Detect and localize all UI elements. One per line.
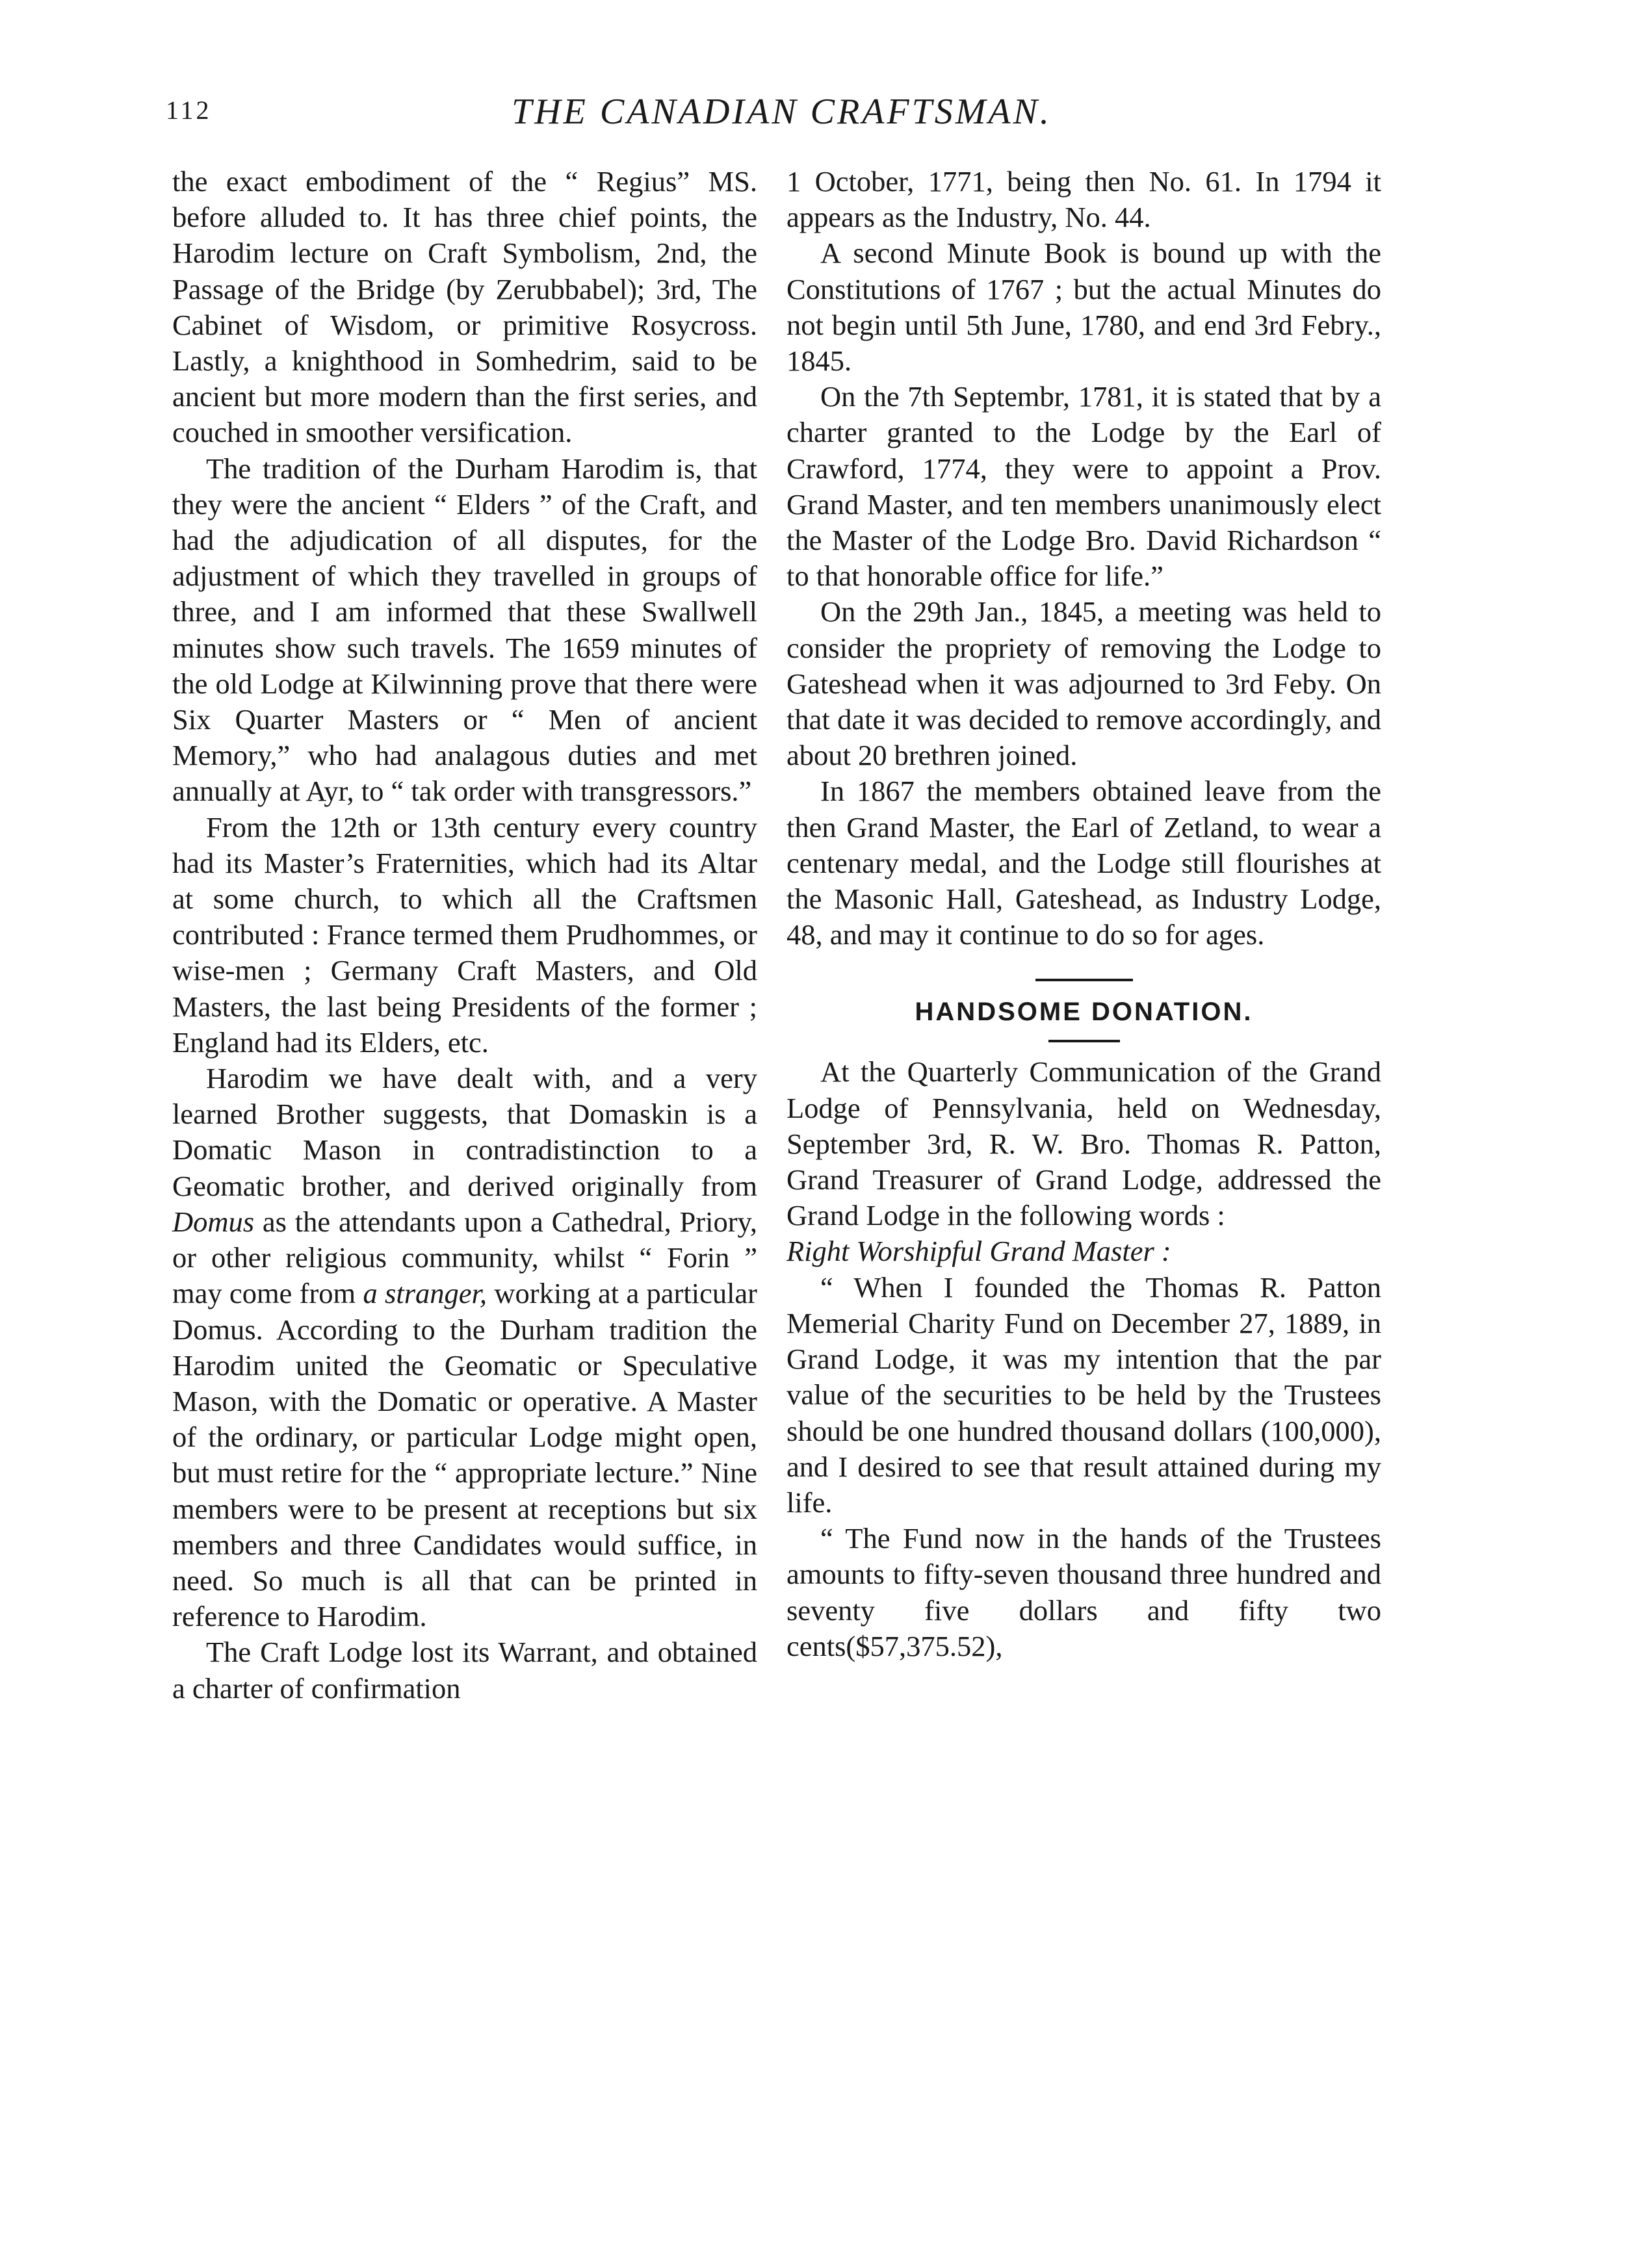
text-run: Harodim we have dealt with, and a very learned Brother suggests, that Domaskin is a Domatic Mason in contradistinction to a Geomatic brother, and derived originally from [172, 1062, 757, 1202]
text-run: working at a particular Domus. According to the Durham tradition the Harodim united the Geomatic or Speculative Mason, with the Domatic or operative. A Master of the ordinary, or particular Lodge might open, but must retire for the “ appropriate lecture.” Nine members were to be present at receptions but six members and three Candidates would suffice, in need. So much is all that can be printed in reference to Harodim. [172, 1277, 758, 1633]
page-header [166, 91, 1398, 143]
section-divider [1035, 979, 1133, 981]
paragraph-harodim [172, 1061, 757, 1634]
paragraph: In 1867 the members obtained leave from the then Grand Master, the Earl of Zetland, to wear a centenary medal, and the Lodge still flourishes at the Masonic Hall, Gateshead, as Industry Lodge, 48, and may it continue to do so for ages. [786, 775, 1381, 951]
paragraph: 1 October, 1771, being then No. 61. In 1794 it appears as the Industry, No. 44. [786, 165, 1381, 234]
left-column [172, 164, 757, 1707]
salutation: Right Worshipful Grand Master : [786, 1235, 1171, 1268]
running-title: THE CANADIAN CRAFTSMAN. [512, 92, 1052, 132]
section-divider [1048, 1040, 1120, 1042]
italic-term-domus: Domus [172, 1205, 255, 1238]
paragraph: The tradition of the Durham Harodim is, that they were the ancient “ Elders ” of the Craft, and had the adjudication of all disputes, for the adjustment of which they travelled in groups of three, and I am informed that these Swallwell minutes show such travels. The 1659 minutes of the old Lodge at Kilwinning prove that there were Six Quarter Masters or “ Men of ancient Memory,” who had analagous duties and met annually at Ayr, to “ tak order with transgressors.” [172, 452, 757, 808]
paragraph: On the 29th Jan., 1845, a meeting was held to consider the propriety of removing the Lodge to Gateshead when it was adjourned to 3rd Feby. On that date it was decided to remove accordingly, and about 20 brethren joined. [786, 595, 1381, 772]
right-column [786, 164, 1381, 1664]
paragraph: At the Quarterly Communication of the Grand Lodge of Pennsylvania, held on Wednesday, September 3rd, R. W. Bro. Thomas R. Patton, Grand Treasurer of Grand Lodge, addressed the Grand Lodge in the following words : [786, 1055, 1381, 1232]
italic-term-stranger: a stranger, [363, 1277, 488, 1310]
page-number: 112 [166, 96, 212, 125]
quote-paragraph: “ When I founded the Thomas R. Patton Memerial Charity Fund on December 27, 1889, in Grand Lodge, it was my intention that the par value of the securities to be held by the Trustees should be one hundred thousand dollars (100,000), and I desired to see that result attained during my life. [786, 1270, 1381, 1519]
paragraph: From the 12th or 13th century every country had its Master’s Fraternities, which had its Altar at some church, to which all the Craftsmen contributed : France termed them Prudhommes, or wise-men ; Germany Craft Masters, and Old Masters, the last being Presidents of the former ; England had its Elders, etc. [172, 810, 757, 1059]
paragraph: The Craft Lodge lost its Warrant, and obtained a charter of confirmation [172, 1636, 757, 1705]
paragraph: the exact embodiment of the “ Regius” MS. before alluded to. It has three chief points, the Harodim lecture on Craft Symbolism, 2nd, the Passage of the Bridge (by Zerubbabel); 3rd, The Cabinet of Wisdom, or primitive Rosycross. Lastly, a knighthood in Somhedrim, said to be ancient but more modern than the first series, and couched in smoother versification. [172, 165, 757, 449]
quote-paragraph: “ The Fund now in the hands of the Trustees amounts to fifty-seven thousand three hundred and seventy five dollars and fifty two cents($57,375.52), [786, 1522, 1381, 1662]
text-run: as the attendants upon a Cathedral, Priory, or other religious community, whilst “ Forin ” may come from [172, 1205, 757, 1310]
paragraph: On the 7th Septembr, 1781, it is stated that by a charter granted to the Lodge by the Earl of Crawford, 1774, they were to appoint a Prov. Grand Master, and ten members unanimously elect the Master of the Lodge Bro. David Richardson “ to that honorable office for life.” [786, 380, 1381, 593]
paragraph: A second Minute Book is bound up with the Constitutions of 1767 ; but the actual Minutes do not begin until 5th June, 1780, and end 3rd Febry., 1845. [786, 237, 1381, 378]
section-heading: HANDSOME DONATION. [915, 998, 1253, 1027]
